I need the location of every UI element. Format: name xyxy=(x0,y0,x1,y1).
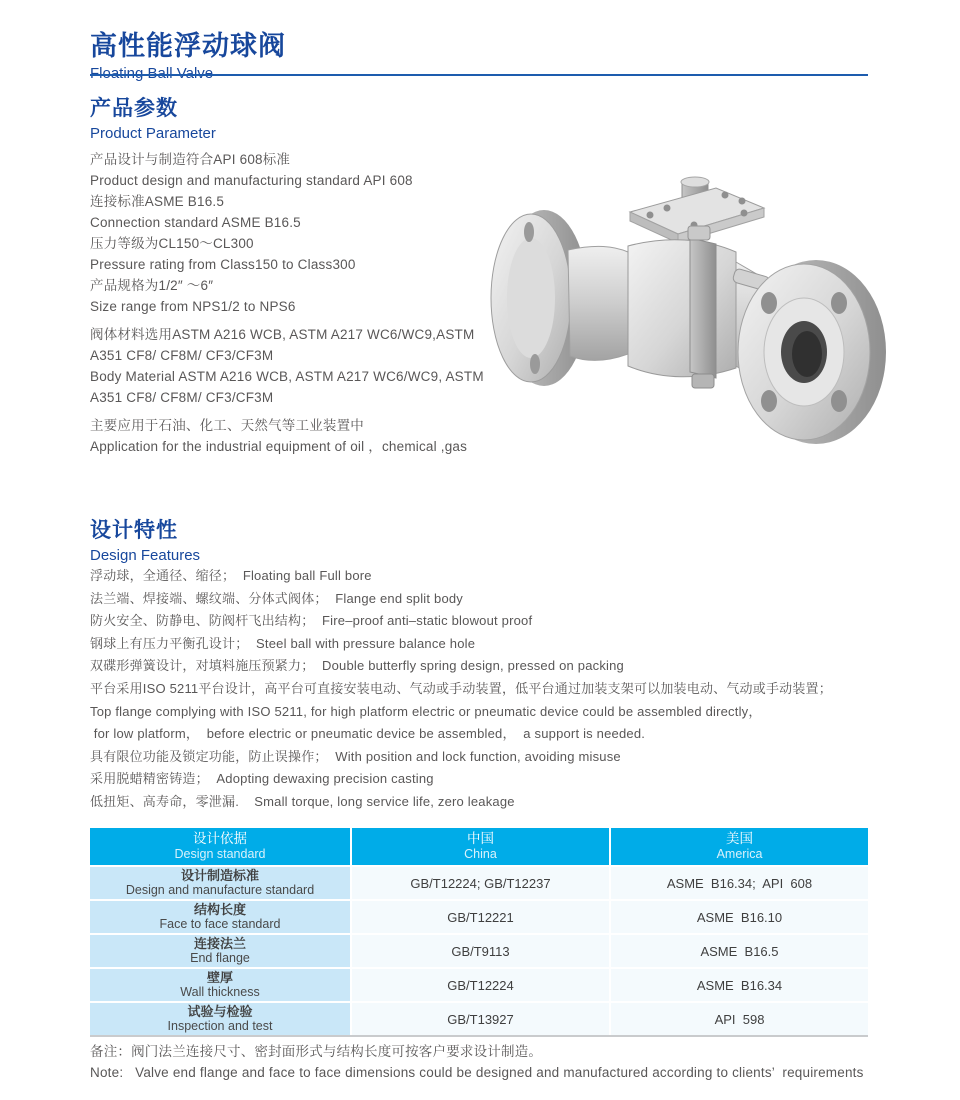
design-standards-table xyxy=(90,828,868,1037)
parameter-line-en: Size range from NPS1/2 to NPS6 xyxy=(90,299,296,314)
valve-photo xyxy=(478,168,893,468)
america-value-cell: ASME B16.5 xyxy=(611,935,868,967)
china-value-cell: GB/T12224 xyxy=(352,969,609,1001)
feature-line: 防火安全、防静电、防阀杆飞出结构； Fire–proof anti–static blowout proof xyxy=(90,613,533,629)
row-name-en: Wall thickness xyxy=(180,985,260,999)
parameter-line-en: Pressure rating from Class150 to Class300 xyxy=(90,257,356,272)
feature-line: 平台采用ISO 5211平台设计，高平台可直接安装电动、气动或手动装置，低平台通过加装支架可以加装电动、气动或手动装置； xyxy=(90,680,832,696)
header-divider xyxy=(90,74,868,76)
ball-valve-illustration xyxy=(478,168,893,468)
row-name-cell xyxy=(90,1003,350,1035)
row-name-zh: 壁厚 xyxy=(206,970,233,985)
parameter-line-zh: 阀体材料选用ASTM A216 WCB, ASTM A217 WC6/WC9,ASTM A351 CF8/ CF8M/ CF3/CF3M xyxy=(90,327,475,363)
header-label-zh: 设计依据 xyxy=(193,831,247,846)
header-label-zh: 中国 xyxy=(467,831,494,846)
parameter-item xyxy=(90,275,492,317)
row-name-zh: 结构长度 xyxy=(193,902,246,917)
feature-line: 具有限位功能及锁定功能，防止误操作； With position and lock function, avoiding misuse xyxy=(90,748,621,764)
table-header-cell-america xyxy=(611,828,868,865)
footnote-zh: 备注：阀门法兰连接尺寸、密封面形式与结构长度可按客户要求设计制造。 xyxy=(90,1044,543,1059)
row-name-cell xyxy=(90,867,350,899)
china-value-cell: GB/T12224; GB/T12237 xyxy=(352,867,609,899)
parameter-line-zh: 连接标准ASME B16.5 xyxy=(90,194,225,209)
parameter-item xyxy=(90,233,492,275)
row-name-cell xyxy=(90,935,350,967)
footnote xyxy=(90,1042,890,1083)
parameter-line-zh: 主要应用于石油、化工、天然气等工业装置中 xyxy=(90,418,364,433)
parameter-item xyxy=(90,149,492,191)
row-name-en: Design and manufacture standard xyxy=(125,883,315,897)
row-name-cell xyxy=(90,969,350,1001)
parameter-line-en: Application for the industrial equipment of oil ，chemical ,gas xyxy=(90,439,468,454)
america-value-cell: ASME B16.34; API 608 xyxy=(611,867,868,899)
header-label-en: China xyxy=(464,847,497,861)
china-value-cell: GB/T9113 xyxy=(352,935,609,967)
row-name-en: End flange xyxy=(190,951,250,965)
parameter-line-zh: 压力等级为CL150～CL300 xyxy=(90,236,254,251)
parameter-line-zh: 产品规格为1/2″ ～6″ xyxy=(90,278,214,293)
design-features-heading-zh: 设计特性 xyxy=(90,519,178,542)
product-parameter-heading-zh: 产品参数 xyxy=(90,97,178,120)
parameter-line-zh: 产品设计与制造符合API 608标准 xyxy=(90,152,291,167)
header-label-en: America xyxy=(716,847,763,861)
parameter-item xyxy=(90,415,492,457)
feature-line: 双碟形弹簧设计，对填料施压预紧力； Double butterfly spring design, pressed on packing xyxy=(90,658,624,674)
feature-line: for low platform， before electric or pneumatic device be assembled， a support is needed. xyxy=(90,726,646,742)
feature-line: 采用脱蜡精密铸造； Adopting dewaxing precision casting xyxy=(90,771,434,787)
table-header-cell-china xyxy=(352,828,609,865)
feature-line: Top flange complying with ISO 5211, for high platform electric or pneumatic device could be assembled directly， xyxy=(90,703,762,719)
table-header-cell-design-standard xyxy=(90,828,350,865)
design-features-heading-en: Design Features xyxy=(90,547,201,564)
design-features-list xyxy=(90,565,880,814)
parameter-item xyxy=(90,191,492,233)
parameter-line-en: Body Material ASTM A216 WCB, ASTM A217 WC6/WC9, ASTM A351 CF8/ CF8M/ CF3/CF3M xyxy=(90,369,484,405)
footnote-en: Note: Valve end flange and face to face dimensions could be designed and manufactured according to clients’ requirements xyxy=(90,1064,864,1080)
america-value-cell: ASME B16.34 xyxy=(611,969,868,1001)
section-product-parameter-heading xyxy=(90,92,216,142)
row-name-en: Face to face standard xyxy=(159,917,281,931)
row-name-cell xyxy=(90,901,350,933)
page-title-zh: 高性能浮动球阀 xyxy=(90,31,286,61)
parameter-line-en: Product design and manufacturing standard API 608 xyxy=(90,173,413,188)
china-value-cell: GB/T12221 xyxy=(352,901,609,933)
row-name-zh: 设计制造标准 xyxy=(180,868,259,883)
row-name-en: Inspection and test xyxy=(167,1019,273,1033)
parameter-item xyxy=(90,324,492,408)
product-parameter-list xyxy=(90,149,492,457)
row-name-zh: 连接法兰 xyxy=(193,936,246,951)
america-value-cell: ASME B16.10 xyxy=(611,901,868,933)
feature-line: 法兰端、焊接端、螺纹端、分体式阀体； Flange end split body xyxy=(90,590,464,606)
header-label-en: Design standard xyxy=(174,847,266,861)
product-parameter-heading-en: Product Parameter xyxy=(90,125,216,142)
row-name-zh: 试验与检验 xyxy=(187,1004,253,1019)
feature-line: 钢球上有压力平衡孔设计； Steel ball with pressure balance hole xyxy=(90,635,476,651)
america-value-cell: API 598 xyxy=(611,1003,868,1035)
header-label-zh: 美国 xyxy=(726,831,753,846)
china-value-cell: GB/T13927 xyxy=(352,1003,609,1035)
section-design-features-heading xyxy=(90,514,200,564)
feature-line: 浮动球，全通径、缩径； Floating ball Full bore xyxy=(90,568,372,583)
feature-line: 低扭矩、高寿命，零泄漏. Small torque, long service life, zero leakage xyxy=(90,793,515,809)
parameter-line-en: Connection standard ASME B16.5 xyxy=(90,215,301,230)
